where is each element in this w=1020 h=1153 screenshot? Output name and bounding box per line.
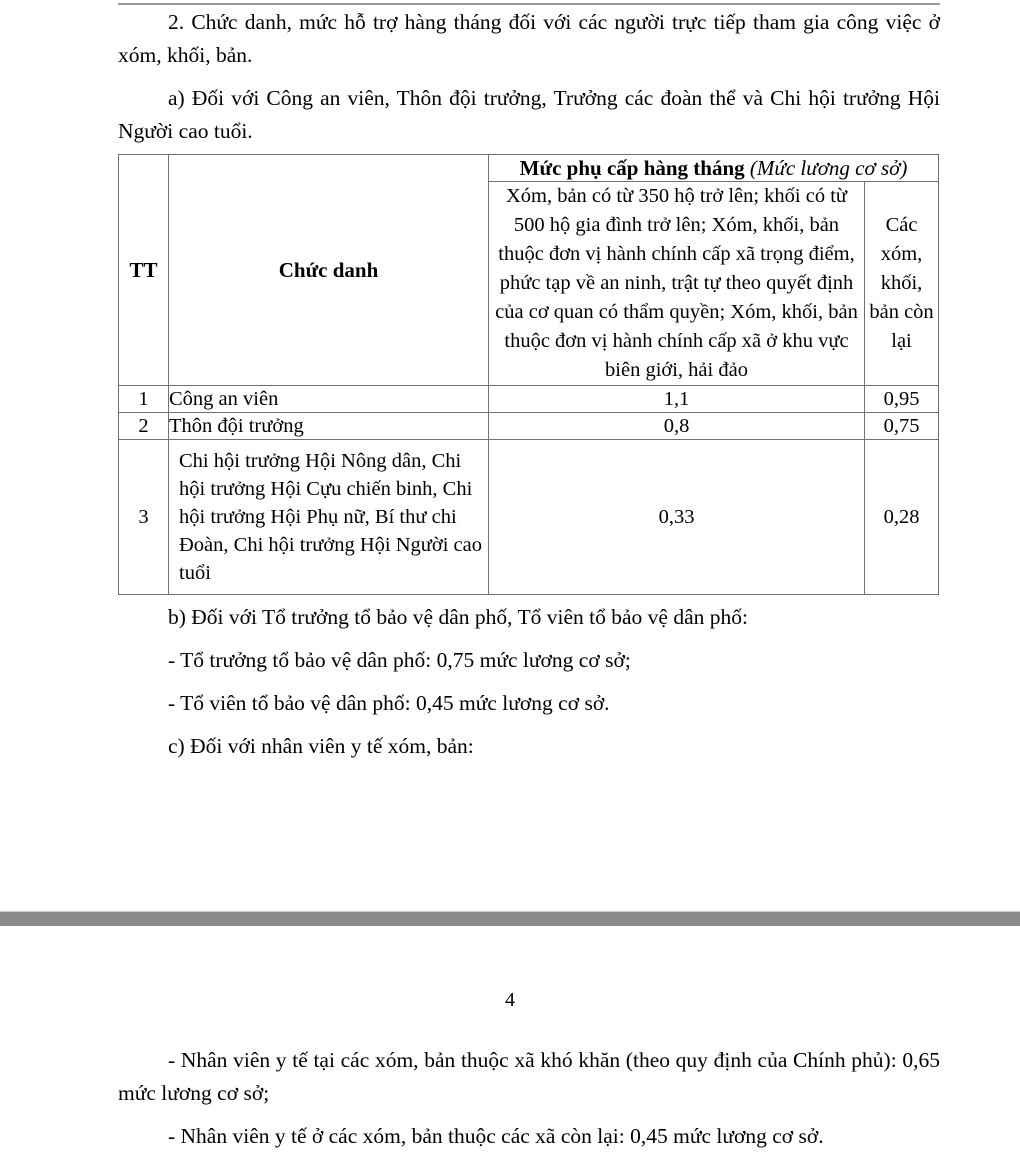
paragraph-item-2: 2. Chức danh, mức hỗ trợ hàng tháng đối với các người trực tiếp tham gia công việc ở xóm, khối, bản. bbox=[118, 10, 940, 67]
table-cell-chuc-danh: Chi hội trưởng Hội Nông dân, Chi hội trưởng Hội Cựu chiến binh, Chi hội trưởng Hội Phụ nữ, Bí thư chi Đoàn, Chi hội trưởng Hội Người cao tuổi bbox=[169, 440, 489, 595]
spacer bbox=[118, 677, 940, 687]
table-header-muc-phu-cap-bold: Mức phụ cấp hàng tháng bbox=[519, 156, 745, 180]
table-header-col-large: Xóm, bản có từ 350 hộ trở lên; khối có từ 500 hộ gia đình trở lên; Xóm, khối, bản thuộc đơn vị hành chính cấp xã trọng điểm, phức tạp về an ninh, trật tự theo quyết định của cơ quan có thẩm quyền; Xóm, khối, bản thuộc đơn vị hành chính cấp xã ở khu vực biên giới, hải đảo bbox=[489, 182, 865, 386]
paragraph-item-c-dash-2: - Nhân viên y tế ở các xóm, bản thuộc các xã còn lại: 0,45 mức lương cơ sở. bbox=[168, 1124, 824, 1148]
table-header-muc-phu-cap bbox=[489, 155, 939, 182]
paragraph-item-b-dash-2: - Tổ viên tổ bảo vệ dân phố: 0,45 mức lương cơ sở. bbox=[168, 691, 610, 715]
paragraph-item-c: c) Đối với nhân viên y tế xóm, bản: bbox=[168, 734, 474, 758]
table-cell-muc-large: 0,33 bbox=[489, 440, 865, 595]
table-cell-muc-remaining: 0,75 bbox=[865, 413, 939, 440]
document-page-two bbox=[0, 926, 1020, 1148]
table-cell-chuc-danh: Công an viên bbox=[169, 386, 489, 413]
table-cell-tt: 2 bbox=[119, 413, 169, 440]
page-top-rule bbox=[118, 3, 940, 5]
table-header-col-remaining: Các xóm, khối, bản còn lại bbox=[865, 182, 939, 386]
spacer bbox=[118, 634, 940, 644]
paragraph-item-c-dash-1: - Nhân viên y tế tại các xóm, bản thuộc xã khó khăn (theo quy định của Chính phủ): 0,65 mức lương cơ sở; bbox=[118, 1048, 940, 1105]
spacer bbox=[118, 72, 940, 82]
table-cell-muc-large: 0,8 bbox=[489, 413, 865, 440]
table-cell-tt: 1 bbox=[119, 386, 169, 413]
table-cell-muc-large: 1,1 bbox=[489, 386, 865, 413]
table-cell-chuc-danh: Thôn đội trưởng bbox=[169, 413, 489, 440]
spacer bbox=[118, 720, 940, 730]
table-header-row-top bbox=[119, 155, 939, 182]
paragraph-item-a: a) Đối với Công an viên, Thôn đội trưởng, Trưởng các đoàn thể và Chi hội trưởng Hội Người cao tuổi. bbox=[118, 86, 940, 143]
table-cell-tt: 3 bbox=[119, 440, 169, 595]
paragraph-item-b-dash-1: - Tổ trưởng tổ bảo vệ dân phố: 0,75 mức lương cơ sở; bbox=[168, 648, 631, 672]
table-row bbox=[119, 386, 939, 413]
page-one-content bbox=[118, 6, 940, 763]
page-two-content bbox=[118, 1044, 940, 1153]
allowance-table bbox=[118, 154, 939, 595]
page-number: 4 bbox=[505, 989, 515, 1011]
table-cell-muc-remaining: 0,95 bbox=[865, 386, 939, 413]
paragraph-item-b: b) Đối với Tổ trưởng tổ bảo vệ dân phố, Tổ viên tổ bảo vệ dân phố: bbox=[168, 605, 748, 629]
table-header-muc-phu-cap-italic: (Mức lương cơ sở) bbox=[749, 156, 908, 180]
table-cell-muc-remaining: 0,28 bbox=[865, 440, 939, 595]
table-header-tt: TT bbox=[119, 155, 169, 386]
table-row bbox=[119, 440, 939, 595]
table-header-chuc-danh: Chức danh bbox=[169, 155, 489, 386]
table-row bbox=[119, 413, 939, 440]
spacer bbox=[118, 1110, 940, 1120]
